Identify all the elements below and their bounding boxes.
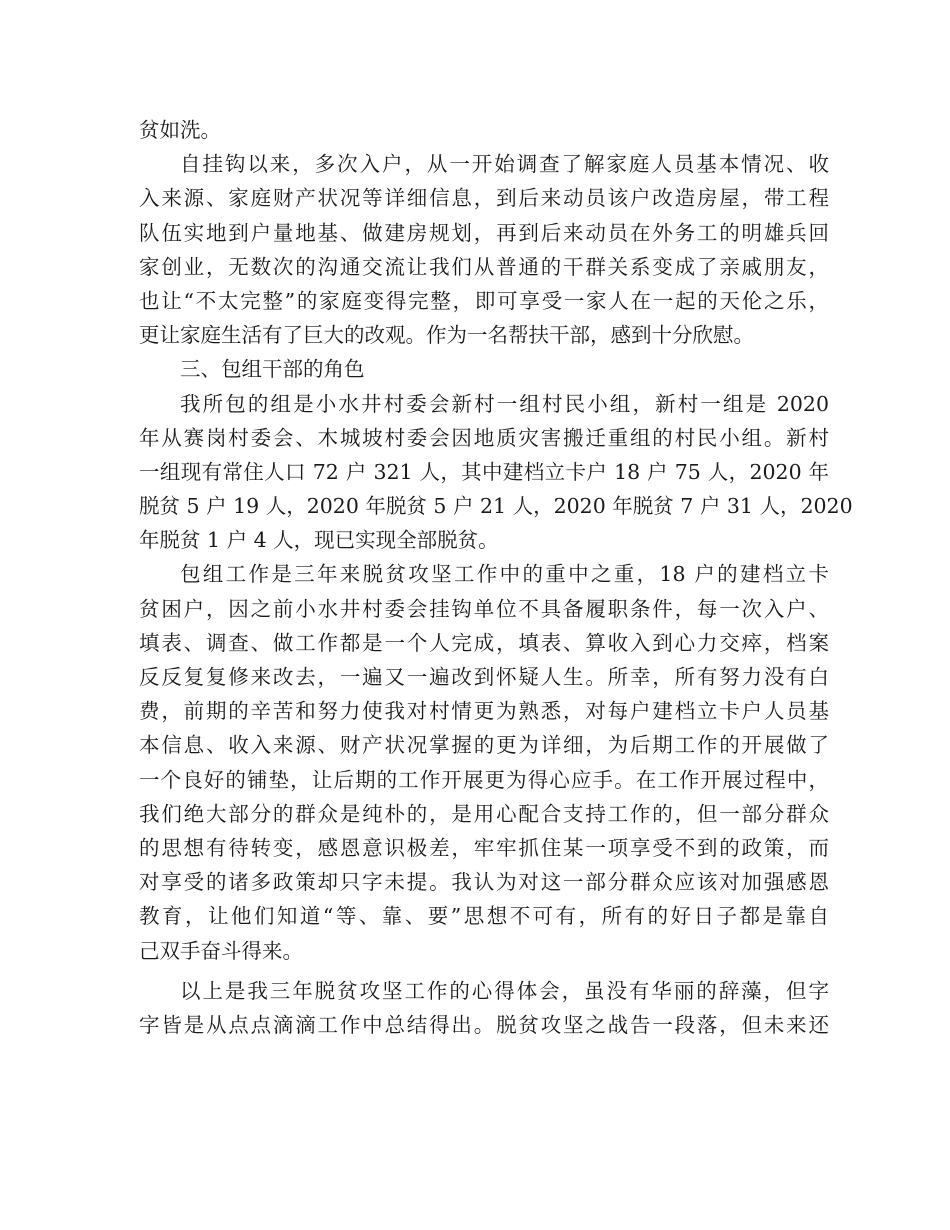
paragraph [139,557,829,967]
text-line: 一个良好的铺垫，让后期的工作开展更为得心应手。在工作开展过程中， [139,767,829,792]
text-line: 家创业，无数次的沟通交流让我们从普通的干群关系变成了亲戚朋友， [139,254,829,279]
text-line: 本信息、收入来源、财产状况掌握的更为详细，为后期工作的开展做了 [139,733,829,758]
text-line: 自挂钩以来，多次入户，从一开始调查了解家庭人员基本情况、收 [180,152,829,177]
text-line: 脱贫 5 户 19 人，2020 年脱贫 5 户 21 人，2020 年脱贫 7 户 31 人，2020 [139,494,853,519]
text-line: 一组现有常住人口 72 户 321 人，其中建档立卡户 18 户 75 人，2020 年 [139,459,829,484]
text-line: 费，前期的辛苦和努力使我对村情更为熟悉，对每户建档立卡户人员基 [139,699,829,724]
text-line: 对享受的诸多政策却只字未提。我认为对这一部分群众应该对加强感恩 [139,870,829,895]
text-line: 填表、调查、做工作都是一个人完成，填表、算收入到心力交瘁，档案 [139,630,829,655]
paragraph [139,974,829,1042]
text-line: 我们绝大部分的群众是纯朴的，是用心配合支持工作的，但一部分群众 [139,801,829,826]
text-line: 更让家庭生活有了巨大的改观。作为一名帮扶干部，感到十分欣慰。 [139,323,754,348]
paragraph [139,352,829,386]
text-line: 年脱贫 1 户 4 人，现已实现全部脱贫。 [139,528,499,553]
text-line: 队伍实地到户量地基、做建房规划，再到后来动员在外务工的明雄兵回 [139,220,829,245]
paragraph [139,387,853,558]
text-line: 年从赛岗村委会、木城坡村委会因地质灾害搬迁重组的村民小组。新村 [139,425,829,450]
text-line: 入来源、家庭财产状况等详细信息，到后来动员该户改造房屋，带工程 [139,186,829,211]
text-line: 己双手奋斗得来。 [139,938,303,963]
text-line: 反反复复修来改去，一遍又一遍改到怀疑人生。所幸，所有努力没有白 [139,665,829,689]
text-line: 包组工作是三年来脱贫攻坚工作中的重中之重，18 户的建档立卡 [180,562,829,587]
text-line: 贫困户，因之前小水井村委会挂钩单位不具备履职条件，每一次入户、 [139,596,829,621]
text-line: 也让“不太完整”的家庭变得完整，即可享受一家人在一起的天伦之乐， [139,288,829,313]
paragraph [139,113,829,147]
text-line: 字皆是从点点滴滴工作中总结得出。脱贫攻坚之战告一段落，但未来还 [139,1012,829,1037]
text-line: 三、包组干部的角色 [180,357,365,382]
text-line: 贫如洗。 [139,118,221,142]
text-line: 以上是我三年脱贫攻坚工作的心得体会，虽没有华丽的辞藻，但字 [180,978,829,1003]
text-line: 我所包的组是小水井村委会新村一组村民小组，新村一组是 2020 [180,391,829,416]
document-body [139,113,853,1042]
paragraph [139,147,829,352]
text-line: 的思想有待转变，感恩意识极差，牢牢抓住某一项享受不到的政策，而 [139,835,829,860]
text-line: 教育，让他们知道“等、靠、要”思想不可有，所有的好日子都是靠自 [139,904,829,929]
